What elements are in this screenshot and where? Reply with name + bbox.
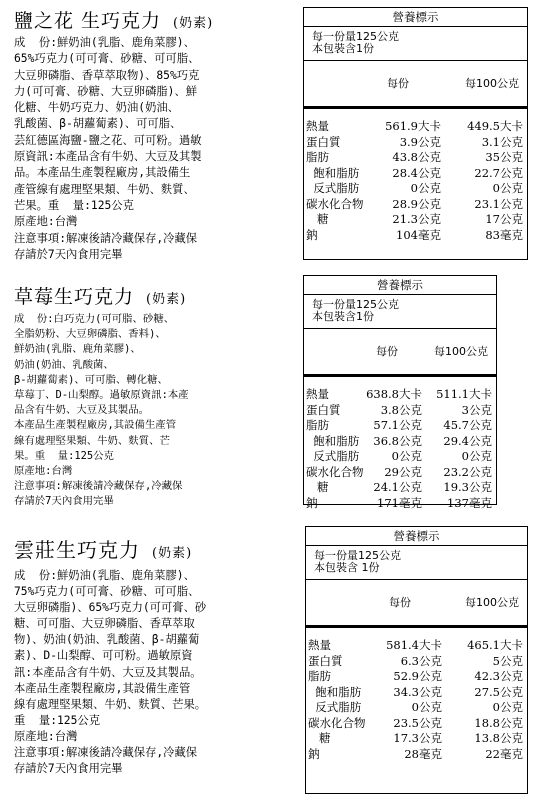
product-ingredients — [14, 312, 189, 510]
product-title: 雲莊生巧克力 (奶素) — [14, 538, 193, 562]
nutrition-row — [306, 730, 527, 746]
ingredient-line: 乳酸菌、β-胡蘿蔔素)、可可脂、 — [14, 117, 182, 131]
ingredient-line: β-胡蘿蔔素)、可可脂、轉化糖、 — [14, 373, 168, 386]
nutrient-label: 糖 — [306, 212, 329, 226]
value-per-serving: 581.4大卡 — [386, 638, 442, 652]
value-per-100g: 17公克 — [485, 212, 523, 226]
nutrition-row — [306, 715, 527, 731]
nutrient-label: 飽和脂肪 — [306, 165, 360, 180]
ingredient-line: 大豆卵磷脂、香草萃取物)、85%巧克 — [14, 68, 200, 82]
product-subtitle: (奶素) — [146, 292, 187, 307]
nutrient-label: 鈉 — [306, 227, 318, 242]
ingredient-line: 芸紅德區海鹽-鹽之花、可可粉。過敏 — [14, 133, 202, 147]
ingredient-line: 線有處理堅果類、牛奶、麩質、芒果。 — [14, 697, 207, 711]
value-per-100g: 511.1大卡 — [436, 387, 492, 401]
ingredient-line: 本產品生產製程廠房,其設備生產管 — [14, 419, 177, 432]
nutrition-row — [304, 417, 496, 433]
nutrient-label: 熱量 — [308, 638, 331, 652]
value-per-serving: 29公克 — [384, 464, 422, 479]
nutrient-label: 碳水化合物 — [306, 464, 364, 479]
servings-per-package: 本包裝含1份 — [312, 42, 374, 55]
value-per-serving: 52.9公克 — [393, 669, 442, 683]
nutrition-row — [306, 653, 527, 669]
value-per-serving: 0公克 — [391, 449, 422, 463]
ingredient-line: 糖、可可脂、大豆卵磷脂、香草萃取 — [14, 617, 195, 631]
nutrition-row — [304, 180, 527, 196]
nutrition-row — [304, 227, 527, 243]
ingredient-line: 鮮奶油(乳脂、鹿角菜膠)、 — [14, 343, 141, 356]
ingredient-line: 原資訊:本產品含有牛奶、大豆及其製 — [14, 150, 202, 164]
nutrient-label: 碳水化合物 — [306, 196, 364, 211]
nutrition-row — [304, 211, 527, 227]
nutrition-row — [304, 165, 527, 181]
nutrition-rows — [306, 628, 527, 761]
value-per-100g: 27.5公克 — [474, 684, 523, 699]
nutrient-label: 糖 — [308, 731, 331, 745]
value-per-serving: 561.9大卡 — [385, 119, 441, 133]
value-per-100g: 137毫克 — [447, 495, 492, 510]
value-per-serving: 6.3公克 — [400, 653, 442, 668]
nutrition-rows — [304, 377, 496, 510]
value-per-serving: 3.8公克 — [380, 402, 422, 417]
nutrient-label: 脂肪 — [308, 669, 331, 683]
ingredient-line: 65%巧克力(可可膏、砂糖、可可脂、 — [14, 52, 200, 66]
nutrition-row — [306, 699, 527, 715]
value-per-serving: 57.1公克 — [373, 418, 422, 432]
nutrition-header: 營養標示 — [306, 527, 527, 546]
nutrient-label: 碳水化合物 — [308, 715, 366, 730]
nutrient-label: 反式脂肪 — [308, 700, 362, 714]
value-per-serving: 104毫克 — [396, 227, 441, 242]
nutrition-row — [304, 386, 496, 402]
nutrition-row — [304, 196, 527, 212]
ingredient-line: 全脂奶粉、大豆卵磷脂、香料)、 — [14, 328, 166, 341]
nutrition-box — [303, 7, 528, 260]
product-subtitle: (奶素) — [173, 16, 214, 31]
column-headers — [306, 580, 527, 628]
nutrient-label: 蛋白質 — [306, 134, 341, 149]
ingredient-line: 存請於7天內食用完畢 — [14, 762, 123, 776]
nutrient-label: 熱量 — [306, 387, 329, 401]
value-per-100g: 0公克 — [492, 700, 523, 714]
col-per-100g: 每100公克 — [434, 345, 488, 358]
ingredient-line: 成 份:白巧克力(可可脂、砂糖、 — [14, 313, 175, 325]
value-per-100g: 3.1公克 — [481, 134, 523, 149]
servings-per-package: 本包裝含1份 — [312, 310, 374, 323]
value-per-100g: 23.1公克 — [474, 196, 523, 211]
col-per-serving: 每份 — [376, 345, 398, 358]
value-per-100g: 0公克 — [461, 449, 492, 463]
ingredient-line: 原產地:台灣 — [14, 215, 78, 229]
servings-per-package: 本包裝含 1份 — [314, 561, 380, 574]
value-per-100g: 3公克 — [461, 402, 492, 417]
serving-size: 每一份量125公克 — [312, 30, 399, 43]
ingredient-line: 產管線有處理堅果類、牛奶、麩質、 — [14, 182, 195, 196]
nutrient-label: 蛋白質 — [308, 653, 343, 668]
value-per-100g: 29.4公克 — [443, 433, 492, 448]
nutrient-label: 蛋白質 — [306, 402, 341, 417]
nutrition-row — [306, 668, 527, 684]
product-ingredients — [14, 35, 213, 263]
value-per-serving: 36.8公克 — [373, 433, 422, 448]
value-per-serving: 0公克 — [410, 181, 441, 195]
value-per-serving: 24.1公克 — [373, 480, 422, 494]
ingredient-line: 注意事項:解凍後請冷藏保存,冷藏保 — [14, 480, 183, 493]
col-per-serving: 每份 — [387, 77, 409, 90]
nutrition-row — [304, 402, 496, 418]
nutrient-label: 反式脂肪 — [306, 449, 360, 463]
nutrient-label: 飽和脂肪 — [306, 433, 360, 448]
value-per-serving: 3.9公克 — [399, 134, 441, 149]
value-per-100g: 22.7公克 — [474, 165, 523, 180]
nutrition-row — [304, 118, 527, 134]
nutrition-row — [304, 448, 496, 464]
nutrition-rows — [304, 109, 527, 242]
column-headers — [304, 61, 527, 109]
ingredient-line: 注意事項:解凍後請冷藏保存,冷藏保 — [14, 746, 198, 760]
product-yunzhuang — [14, 534, 206, 777]
ingredient-line: 化糖、牛奶巧克力、奶油(奶油、 — [14, 101, 179, 115]
product-title: 鹽之花 生巧克力 (奶素) — [14, 10, 214, 32]
serving-info — [304, 27, 527, 61]
nutrient-label: 飽和脂肪 — [308, 684, 362, 699]
value-per-100g: 18.8公克 — [474, 715, 523, 730]
ingredient-line: 品。本產品生產製程廠房,其設備生 — [14, 166, 191, 180]
value-per-100g: 83毫克 — [485, 227, 523, 242]
nutrient-label: 反式脂肪 — [306, 181, 360, 195]
nutrition-row — [304, 495, 496, 511]
ingredient-line: 素)、D-山梨醇、可可粉。過敏原資 — [14, 649, 193, 663]
value-per-serving: 28.9公克 — [392, 196, 441, 211]
col-per-100g: 每100公克 — [465, 77, 519, 90]
nutrient-label: 脂肪 — [306, 418, 329, 432]
serving-size: 每一份量125公克 — [312, 298, 399, 311]
ingredient-line: 本產品生產製程廠房,其設備生產管 — [14, 681, 191, 695]
ingredient-line: 重 量:125公克 — [14, 713, 100, 727]
value-per-100g: 13.8公克 — [474, 731, 523, 745]
ingredient-line: 存請於7天內食用完畢 — [14, 495, 114, 508]
nutrition-row — [304, 433, 496, 449]
value-per-serving: 17.3公克 — [393, 731, 442, 745]
value-per-100g: 23.2公克 — [443, 464, 492, 479]
nutrition-header: 營養標示 — [304, 276, 496, 295]
ingredient-line: 品含有牛奶、大豆及其製品。 — [14, 404, 150, 417]
value-per-100g: 5公克 — [492, 653, 523, 668]
nutrition-row — [304, 479, 496, 495]
value-per-serving: 0公克 — [411, 700, 442, 714]
nutrition-row — [306, 684, 527, 700]
nutrition-box — [303, 275, 497, 510]
nutrient-label: 鈉 — [308, 746, 320, 761]
value-per-serving: 43.8公克 — [392, 150, 441, 164]
ingredient-line: 果。重 量:125公克 — [14, 449, 114, 462]
product-subtitle: (奶素) — [152, 546, 193, 561]
product-salt-flower — [14, 6, 213, 263]
value-per-serving: 171毫克 — [377, 495, 422, 510]
ingredient-line: 75%巧克力(可可膏、砂糖、可可脂、 — [14, 585, 200, 599]
nutrient-label: 鈉 — [306, 495, 318, 510]
ingredient-line: 物)、奶油(奶油、乳酸菌、β-胡蘿蔔 — [14, 633, 200, 647]
value-per-100g: 449.5大卡 — [467, 119, 523, 133]
col-per-100g: 每100公克 — [465, 596, 519, 609]
ingredient-line: 線有處理堅果類、牛奶、麩質、芒 — [14, 434, 170, 447]
ingredient-line: 草莓丁、D-山梨醇。過敏原資訊:本產 — [14, 389, 189, 402]
ingredient-line: 訊:本產品含有牛奶、大豆及其製品。 — [14, 665, 202, 679]
value-per-100g: 465.1大卡 — [467, 638, 523, 652]
value-per-serving: 34.3公克 — [393, 684, 442, 699]
value-per-100g: 0公克 — [492, 181, 523, 195]
value-per-100g: 42.3公克 — [474, 669, 523, 683]
col-per-serving: 每份 — [389, 596, 411, 609]
column-headers — [304, 329, 496, 377]
value-per-100g: 19.3公克 — [443, 480, 492, 494]
value-per-100g: 22毫克 — [485, 746, 523, 761]
nutrition-box — [305, 526, 528, 794]
value-per-serving: 28.4公克 — [392, 165, 441, 180]
nutrient-label: 脂肪 — [306, 150, 329, 164]
nutrient-label: 熱量 — [306, 119, 329, 133]
value-per-100g: 45.7公克 — [443, 418, 492, 432]
ingredient-line: 原產地:台灣 — [14, 729, 78, 743]
nutrition-header: 營養標示 — [304, 8, 527, 27]
ingredient-line: 力(可可膏、砂糖、大豆卵磷脂)、鮮 — [14, 84, 198, 98]
ingredient-line: 原產地:台灣 — [14, 465, 73, 478]
nutrient-label: 糖 — [306, 480, 329, 494]
nutrition-row — [304, 464, 496, 480]
value-per-serving: 28毫克 — [404, 746, 442, 761]
ingredient-line: 存請於7天內食用完畢 — [14, 247, 123, 261]
ingredient-line: 奶油(奶油、乳酸菌、 — [14, 358, 114, 371]
product-strawberry — [14, 282, 189, 510]
serving-info — [304, 295, 496, 329]
ingredient-line: 大豆卵磷脂)、65%巧克力(可可膏、砂 — [14, 601, 207, 615]
product-title: 草莓生巧克力 (奶素) — [14, 286, 187, 308]
serving-size: 每一份量125公克 — [314, 549, 401, 562]
nutrition-row — [304, 134, 527, 150]
serving-info — [306, 546, 527, 580]
value-per-serving: 21.3公克 — [392, 212, 441, 226]
ingredient-line: 芒果。重 量:125公克 — [14, 198, 134, 212]
nutrition-row — [304, 149, 527, 165]
value-per-100g: 35公克 — [485, 150, 523, 164]
value-per-serving: 23.5公克 — [393, 715, 442, 730]
ingredient-line: 成 份:鮮奶油(乳脂、鹿角菜膠)、 — [14, 36, 195, 49]
product-ingredients — [14, 568, 206, 777]
ingredient-line: 成 份:鮮奶油(乳脂、鹿角菜膠)、 — [14, 569, 195, 582]
value-per-serving: 638.8大卡 — [366, 387, 422, 401]
nutrition-row — [306, 637, 527, 653]
ingredient-line: 注意事項:解凍後請冷藏保存,冷藏保 — [14, 231, 198, 245]
nutrition-row — [306, 746, 527, 762]
